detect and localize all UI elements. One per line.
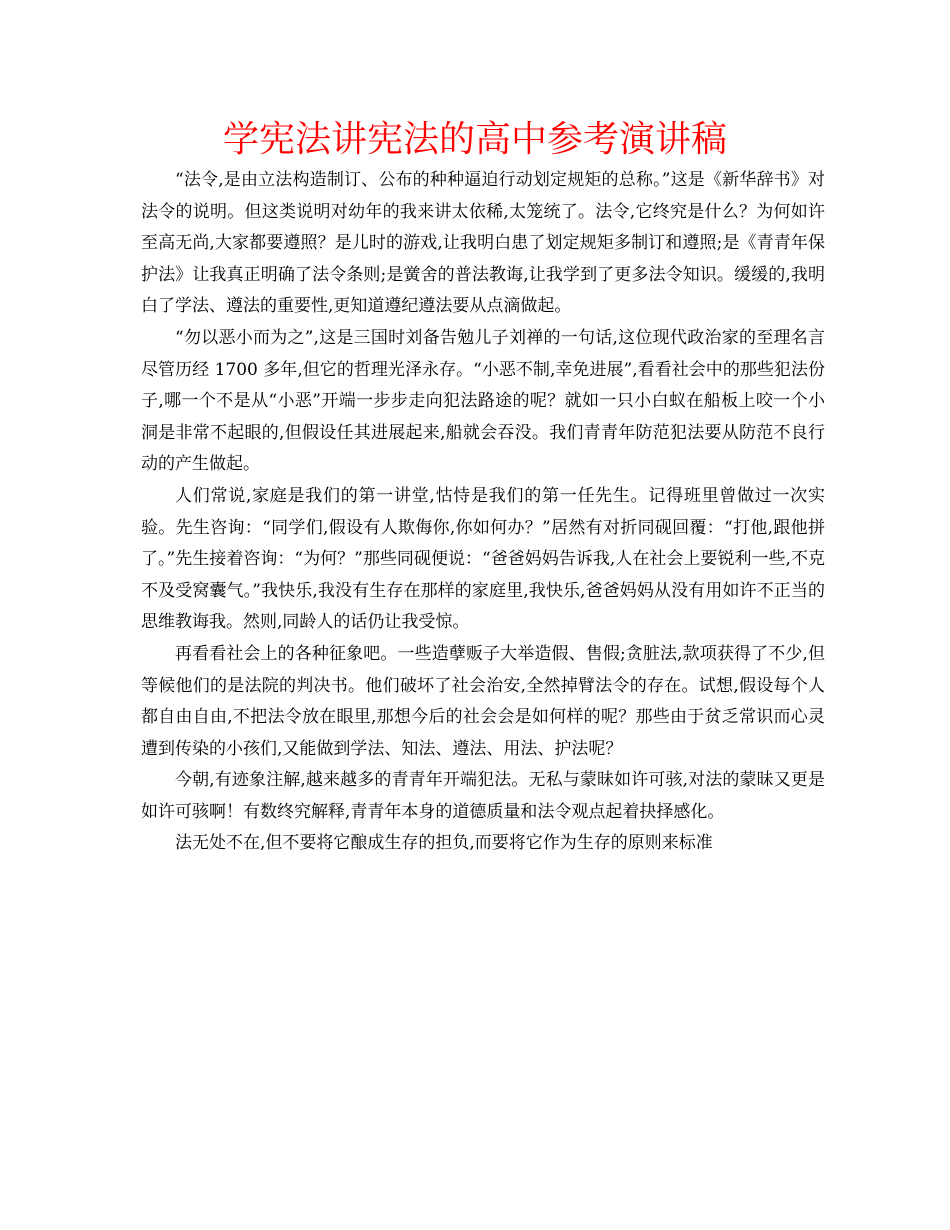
paragraph-4: 再看看社会上的各种征象吧。一些造孽贩子大举造假、售假;贪脏法,款项获得了不少,但等候他们的是法院的判决书。他们破坏了社会治安,全然掉臂法令的存在。试想,假设每个人都自由自由,不把法令放在眼里,那想今后的社会会是如何样的呢？那些由于贫乏常识而心灵遭到传染的小孩们,又能做到学法、知法、遵法、用法、护法呢？	[141, 643, 825, 759]
document-body	[141, 165, 825, 860]
document-title: 学宪法讲宪法的高中参考演讲稿	[222, 119, 727, 160]
paragraph-1: “法令,是由立法构造制订、公布的种种逼迫行动划定规矩的总称。”这是《新华辞书》对法令的说明。但这类说明对幼年的我来讲太依稀,太笼统了。法令,它终究是什么？为何如许至高无尚,大家都要遵照？是儿时的游戏,让我明白患了划定规矩多制订和遵照;是《青青年保护法》让我真正明确了法令条则;是黉舍的普法教诲,让我学到了更多法令知识。缓缓的,我明白了学法、遵法的重要性,更知道遵纪遵法要从点滴做起。	[141, 170, 825, 317]
paragraph-6: 法无处不在,但不要将它酿成生存的担负,而要将它作为生存的原则来标准	[175, 833, 713, 854]
paragraph-5: 今朝,有迹象注解,越来越多的青青年开端犯法。无私与蒙昧如许可骇,对法的蒙昧又更是如许可骇啊！有数终究解释,青青年本身的道德质量和法令观点起着抉择感化。	[141, 770, 825, 822]
paragraph-2: “勿以恶小而为之”,这是三国时刘备告勉儿子刘禅的一句话,这位现代政治家的至理名言尽管历经 1700 多年,但它的哲理光泽永存。“小恶不制,幸免进展”,看看社会中的那些犯法份子,哪一个不是从“小恶”开端一步步走向犯法路途的呢？就如一只小白蚁在船板上咬一个小洞是非常不起眼的,但假设任其进展起来,船就会吞没。我们青青年防范犯法要从防范不良行动的产生做起。	[141, 327, 825, 475]
paragraph-3: 人们常说,家庭是我们的第一讲堂,怙恃是我们的第一任先生。记得班里曾做过一次实验。先生咨询：“同学们,假设有人欺侮你,你如何办？”居然有对折同砚回覆：“打他,跟他拼了。”先生接着咨询：“为何？”那些同砚便说：“爸爸妈妈告诉我,人在社会上要锐利一些,不克不及受窝囊气。”我快乐,我没有生存在那样的家庭里,我快乐,爸爸妈妈从没有用如许不正当的思维教诲我。然则,同龄人的话仍让我受惊。	[141, 485, 825, 633]
